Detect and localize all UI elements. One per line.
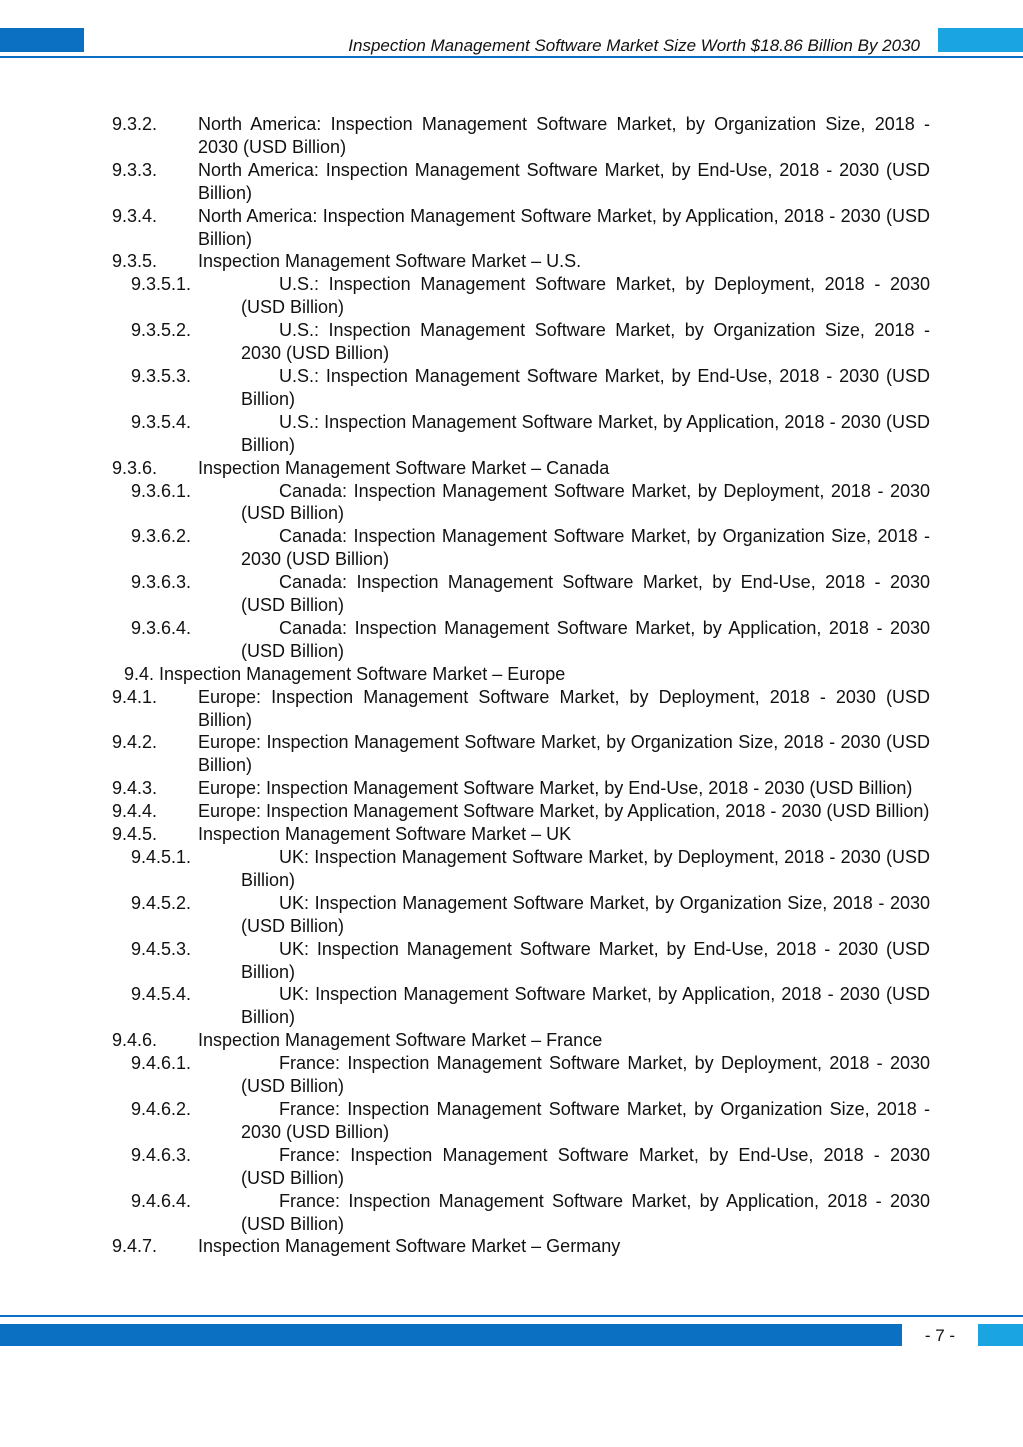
toc-entry-number: 9.3.6.1. bbox=[131, 480, 192, 501]
toc-entry-number: 9.4.3. bbox=[112, 778, 158, 799]
toc-entry-text: UK: Inspection Management Software Market, by Application, 2018 - 2030 (USD Billion) bbox=[241, 984, 930, 1028]
toc-entry-text: North America: Inspection Management Software Market, by Organization Size, 2018 - 2030 (USD Billion) bbox=[198, 114, 930, 157]
toc-entry bbox=[131, 480, 930, 526]
toc-entry-number: 9.3.5.2. bbox=[131, 320, 192, 341]
toc-entry-number: 9.3.2. bbox=[112, 114, 158, 134]
header-accent-right bbox=[938, 28, 1023, 52]
toc-entry-number: 9.4.2. bbox=[112, 732, 158, 753]
toc-entry bbox=[131, 1098, 930, 1144]
toc-entry-number: 9.3.5.3. bbox=[131, 365, 192, 386]
table-of-contents bbox=[0, 113, 1023, 1258]
toc-entry-text: France: Inspection Management Software Market, by Application, 2018 - 2030 (USD Billion) bbox=[241, 1190, 930, 1234]
toc-entry bbox=[131, 411, 930, 457]
toc-entry-number: 9.3.5.4. bbox=[131, 411, 192, 432]
toc-entry-text: U.S.: Inspection Management Software Market, by End-Use, 2018 - 2030 (USD Billion) bbox=[241, 365, 930, 409]
toc-entry bbox=[112, 823, 930, 846]
toc-entry-number: 9.4.6. bbox=[112, 1030, 158, 1051]
header-accent-left bbox=[0, 28, 84, 52]
toc-entry-number: 9.3.3. bbox=[112, 159, 158, 180]
toc-entry-number: 9.4.6.1. bbox=[131, 1053, 192, 1074]
toc-entry-number: 9.3.5.1. bbox=[131, 274, 192, 295]
toc-entry-text: U.S.: Inspection Management Software Market, by Application, 2018 - 2030 (USD Billion) bbox=[241, 411, 930, 455]
toc-entry bbox=[131, 319, 930, 365]
toc-entry-text: North America: Inspection Management Software Market, by Application, 2018 - 2030 (USD Billion) bbox=[198, 205, 930, 249]
toc-entry-text: U.S.: Inspection Management Software Market, by Deployment, 2018 - 2030 (USD Billion) bbox=[241, 274, 930, 318]
toc-entry bbox=[131, 983, 930, 1029]
toc-entry-text: Inspection Management Software Market – France bbox=[198, 1030, 603, 1051]
toc-entry-number: 9.4.5.4. bbox=[131, 984, 192, 1005]
toc-entry-number: 9.3.4. bbox=[112, 205, 158, 226]
toc-entry-text: Europe: Inspection Management Software Market, by Organization Size, 2018 - 2030 (USD Billion) bbox=[198, 732, 930, 776]
toc-entry-text: Canada: Inspection Management Software Market, by Organization Size, 2018 - 2030 (USD Billion) bbox=[241, 526, 930, 570]
toc-entry-text: Canada: Inspection Management Software Market, by Application, 2018 - 2030 (USD Billion) bbox=[241, 617, 930, 661]
toc-entry-number: 9.4.1. bbox=[112, 686, 158, 707]
toc-entry bbox=[131, 617, 930, 663]
toc-entry bbox=[112, 205, 930, 251]
page-number: - 7 - bbox=[924, 1326, 956, 1345]
footer-accent-left bbox=[0, 1324, 902, 1346]
toc-entry-text: Europe: Inspection Management Software Market, by End-Use, 2018 - 2030 (USD Billion) bbox=[198, 778, 913, 799]
header-rule bbox=[0, 56, 1023, 58]
toc-entry bbox=[112, 800, 930, 823]
toc-entry-text: Canada: Inspection Management Software Market, by Deployment, 2018 - 2030 (USD Billion) bbox=[241, 480, 930, 524]
toc-entry-text: France: Inspection Management Software Market, by End-Use, 2018 - 2030 (USD Billion) bbox=[241, 1144, 930, 1188]
toc-entry-number: 9.4.6.2. bbox=[131, 1098, 192, 1119]
toc-entry bbox=[131, 846, 930, 892]
toc-entry-text: Canada: Inspection Management Software Market, by End-Use, 2018 - 2030 (USD Billion) bbox=[241, 572, 930, 616]
page-header-title: Inspection Management Software Market Size Worth $18.86 Billion By 2030 bbox=[348, 36, 920, 55]
toc-entry-number: 9.3.6.3. bbox=[131, 572, 192, 593]
toc-entry bbox=[112, 113, 930, 159]
toc-entry-text: France: Inspection Management Software Market, by Deployment, 2018 - 2030 (USD Billion) bbox=[241, 1053, 930, 1097]
toc-entry-number: 9.3.6.2. bbox=[131, 526, 192, 547]
toc-entry bbox=[131, 938, 930, 984]
toc-entry-number: 9.4.5. bbox=[112, 824, 158, 845]
toc-entry-text: U.S.: Inspection Management Software Market, by Organization Size, 2018 - 2030 (USD Billion) bbox=[241, 320, 930, 364]
toc-entry bbox=[131, 525, 930, 571]
toc-entry-number: 9.3.5. bbox=[112, 251, 158, 272]
footer-accent-right bbox=[978, 1324, 1023, 1346]
toc-entry bbox=[112, 1235, 930, 1258]
toc-entry bbox=[112, 686, 930, 732]
toc-entry-text: Inspection Management Software Market – UK bbox=[198, 824, 572, 845]
toc-entry bbox=[131, 1052, 930, 1098]
toc-entry-text: UK: Inspection Management Software Market, by Organization Size, 2018 - 2030 (USD Billion) bbox=[241, 892, 930, 936]
toc-entry bbox=[124, 663, 930, 686]
toc-entry-text: Europe: Inspection Management Software Market, by Deployment, 2018 - 2030 (USD Billion) bbox=[198, 686, 930, 730]
toc-entry-number: 9.4.6.4. bbox=[131, 1190, 192, 1211]
toc-entry-text: Europe: Inspection Management Software Market, by Application, 2018 - 2030 (USD Billion) bbox=[198, 801, 930, 822]
toc-entry-text: UK: Inspection Management Software Market, by End-Use, 2018 - 2030 (USD Billion) bbox=[241, 938, 930, 982]
toc-entry bbox=[112, 159, 930, 205]
toc-entry bbox=[112, 731, 930, 777]
toc-entry-text: UK: Inspection Management Software Market, by Deployment, 2018 - 2030 (USD Billion) bbox=[241, 847, 930, 890]
toc-entry bbox=[112, 250, 930, 273]
toc-entry bbox=[131, 892, 930, 938]
toc-entry-number: 9.4.7. bbox=[112, 1236, 158, 1257]
toc-entry-number: 9.4.5.1. bbox=[131, 847, 192, 867]
toc-entry-number: 9.3.6.4. bbox=[131, 617, 192, 638]
toc-entry bbox=[112, 777, 930, 800]
toc-entry-number: 9.4.5.2. bbox=[131, 892, 192, 913]
toc-entry-number: 9.4.6.3. bbox=[131, 1144, 192, 1165]
toc-entry-text: France: Inspection Management Software Market, by Organization Size, 2018 - 2030 (USD Billion) bbox=[241, 1098, 930, 1142]
toc-entry bbox=[112, 457, 930, 480]
toc-entry-number: 9.3.6. bbox=[112, 457, 158, 478]
toc-entry bbox=[131, 273, 930, 319]
toc-entry bbox=[131, 365, 930, 411]
toc-entry-text: Inspection Management Software Market – U.S. bbox=[198, 251, 582, 272]
footer-rule bbox=[0, 1315, 1023, 1317]
toc-entry bbox=[131, 571, 930, 617]
toc-entry bbox=[112, 1029, 930, 1052]
toc-entry bbox=[131, 1190, 930, 1236]
toc-entry-text: Inspection Management Software Market – Germany bbox=[198, 1236, 621, 1257]
toc-entry bbox=[131, 1144, 930, 1190]
toc-entry-text: Inspection Management Software Market – Europe bbox=[159, 663, 566, 684]
toc-entry-number: 9.4.4. bbox=[112, 801, 158, 822]
toc-entry-text: North America: Inspection Management Software Market, by End-Use, 2018 - 2030 (USD Billion) bbox=[198, 159, 930, 203]
toc-entry-number: 9.4. bbox=[124, 663, 155, 684]
toc-entry-text: Inspection Management Software Market – Canada bbox=[198, 457, 610, 478]
toc-entry-number: 9.4.5.3. bbox=[131, 938, 192, 959]
